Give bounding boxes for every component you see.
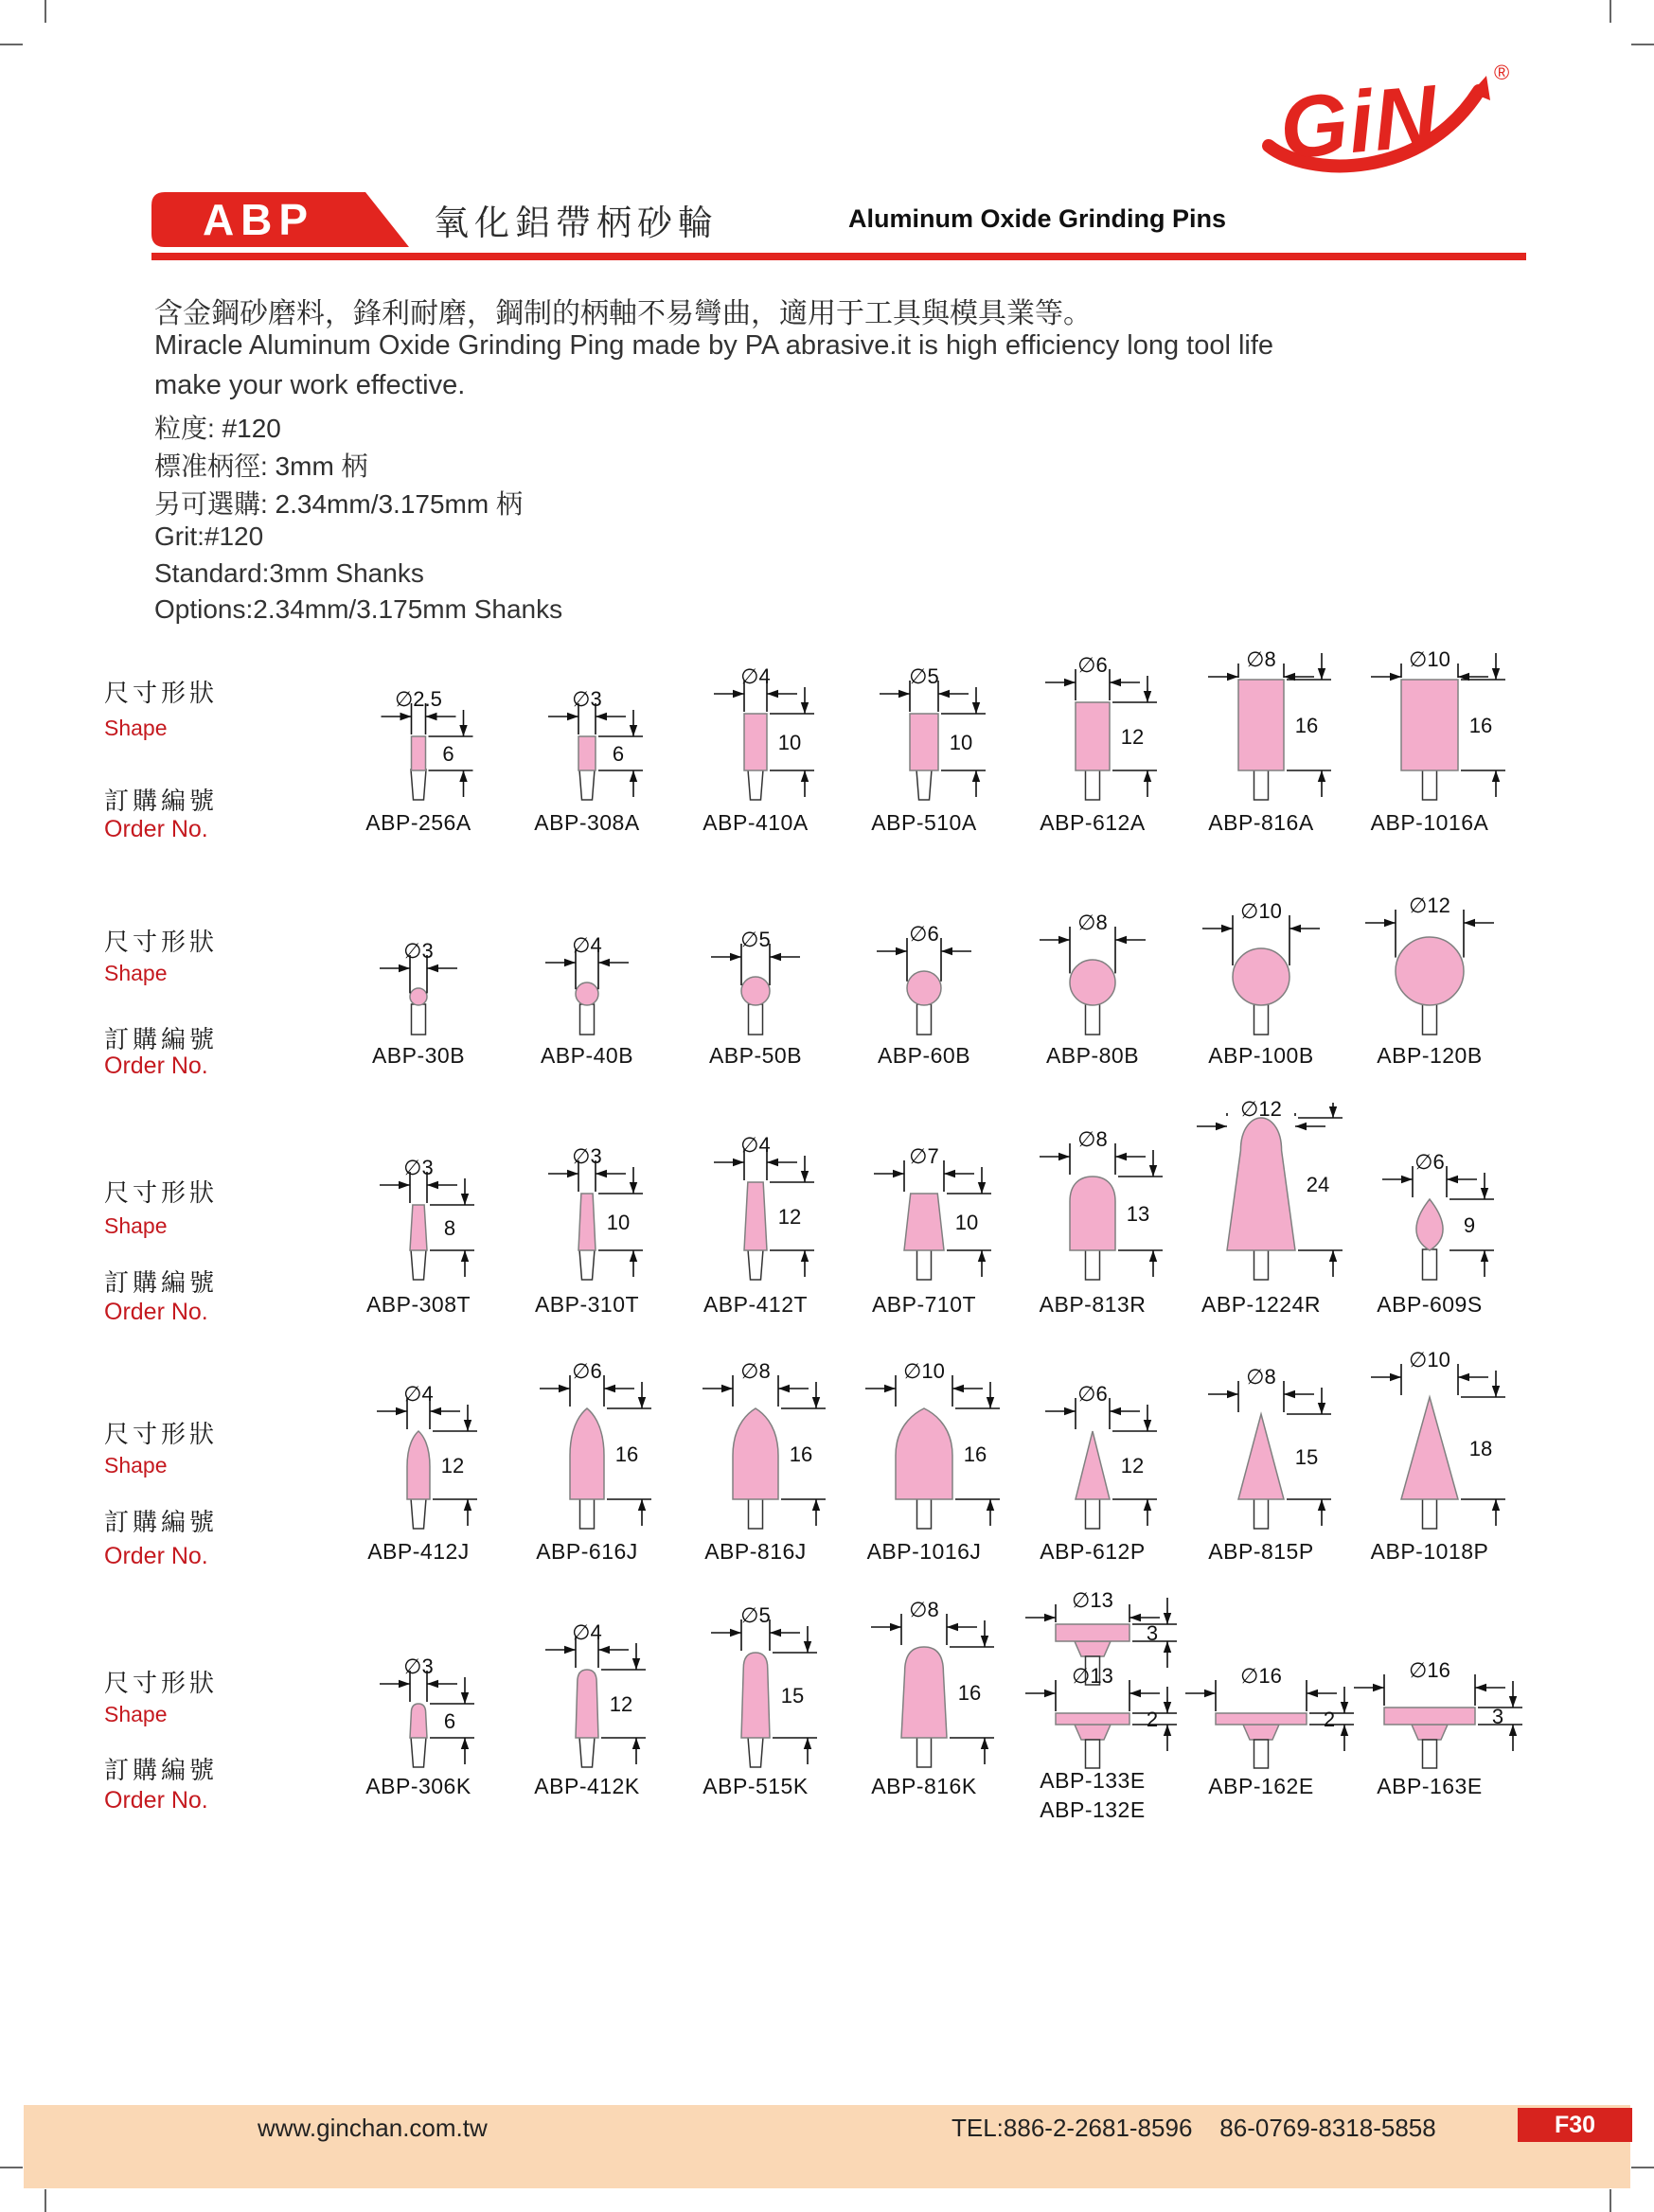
intro-line-en: Miracle Aluminum Oxide Grinding Ping made by PA abrasive.it is high efficiency long tool life: [154, 330, 1274, 361]
row-label-size-zh: 尺寸形狀: [104, 1669, 219, 1697]
svg-text:∅6: ∅6: [909, 922, 939, 946]
svg-text:12: 12: [1120, 725, 1145, 749]
row-label-size-en: Shape: [104, 1213, 168, 1238]
svg-text:∅8: ∅8: [909, 1598, 939, 1621]
order-no-label: ABP-612A: [1040, 810, 1146, 835]
spec-grit-zh: 粒度: #120: [154, 414, 281, 443]
row-label-size-zh: 尺寸形狀: [104, 679, 219, 707]
product-shape: [675, 651, 836, 806]
product-shape: [1349, 1592, 1510, 1774]
svg-text:∅12: ∅12: [1409, 894, 1450, 917]
order-no-label: ABP-510A: [871, 810, 977, 835]
svg-text:15: 15: [1294, 1445, 1319, 1469]
svg-text:∅16: ∅16: [1409, 1658, 1450, 1682]
svg-text:3: 3: [1146, 1621, 1159, 1645]
order-no-label: ABP-412J: [367, 1539, 470, 1564]
page-title-en: Aluminum Oxide Grinding Pins: [848, 204, 1227, 233]
svg-text:2: 2: [1146, 1708, 1159, 1731]
row-label-size-en: Shape: [104, 1702, 168, 1726]
order-no-label: ABP-310T: [534, 1292, 640, 1317]
product-shape: [675, 1352, 836, 1535]
svg-text:10: 10: [949, 731, 973, 754]
product-shape: [844, 1592, 1005, 1774]
order-no-label: ABP-256A: [365, 810, 471, 835]
svg-text:12: 12: [777, 1205, 802, 1229]
header-underline: [151, 253, 1526, 260]
product-shape: [1012, 1588, 1173, 1774]
svg-text:16: 16: [789, 1442, 813, 1466]
order-no-label: ABP-815P: [1208, 1539, 1314, 1564]
product-shape: [1181, 1097, 1342, 1286]
product-shape: [1012, 651, 1173, 806]
product-shape: [1349, 894, 1510, 1041]
intro-line-zh: 含金鋼砂磨料，鋒利耐磨，鋼制的柄軸不易彎曲，適用于工具與模具業等。: [154, 298, 1092, 329]
order-no-label: ABP-412T: [703, 1292, 809, 1317]
order-no-label: ABP-1224R: [1201, 1292, 1321, 1317]
svg-text:∅8: ∅8: [1246, 1365, 1276, 1389]
product-shape: [675, 1592, 836, 1774]
svg-text:∅2.5: ∅2.5: [395, 687, 442, 711]
order-no-label: ABP-50B: [708, 1043, 803, 1068]
svg-text:16: 16: [1294, 714, 1319, 737]
svg-text:∅4: ∅4: [572, 933, 602, 957]
svg-text:∅6: ∅6: [1414, 1150, 1445, 1174]
order-no-label: ABP-1018P: [1370, 1539, 1489, 1564]
product-shape: [844, 1101, 1005, 1286]
svg-text:12: 12: [609, 1692, 633, 1716]
order-no-label: ABP-308T: [365, 1292, 471, 1317]
row-label-size-en: Shape: [104, 716, 168, 740]
svg-text:18: 18: [1468, 1437, 1493, 1460]
svg-text:∅3: ∅3: [403, 939, 434, 963]
svg-text:12: 12: [1120, 1454, 1145, 1478]
svg-text:3: 3: [1491, 1705, 1504, 1728]
product-shape: [507, 1101, 667, 1286]
row-label-order-zh: 訂購編號: [104, 1268, 219, 1297]
product-shape: [675, 897, 836, 1041]
row-label-size-en: Shape: [104, 961, 168, 985]
svg-text:∅8: ∅8: [1077, 1127, 1108, 1151]
svg-text:12: 12: [440, 1454, 465, 1478]
spec-grit-en: Grit:#120: [154, 522, 264, 551]
crop-mark: [0, 44, 23, 45]
product-shape: [1349, 1348, 1510, 1535]
svg-text:24: 24: [1306, 1173, 1330, 1196]
row-label-order-en: Order No.: [104, 1053, 208, 1079]
svg-text:9: 9: [1463, 1213, 1476, 1237]
svg-text:∅7: ∅7: [909, 1144, 939, 1168]
svg-text:6: 6: [443, 1709, 456, 1733]
product-shape: [844, 897, 1005, 1041]
product-shape: [1012, 897, 1173, 1041]
svg-text:10: 10: [606, 1211, 631, 1234]
svg-text:∅8: ∅8: [1246, 647, 1276, 671]
row-label-size-zh: 尺寸形狀: [104, 1420, 219, 1448]
footer-telephone: TEL:886-2-2681-8596 86-0769-8318-5858: [951, 2114, 1436, 2142]
row-label-size-en: Shape: [104, 1453, 168, 1478]
product-shape: [1349, 1101, 1510, 1286]
svg-text:∅10: ∅10: [1240, 899, 1282, 923]
svg-text:∅3: ∅3: [572, 687, 602, 711]
order-no-label: ABP-412K: [534, 1774, 640, 1798]
order-no-label: ABP-410A: [703, 810, 809, 835]
svg-text:6: 6: [442, 742, 454, 766]
spec-shank-en: Standard:3mm Shanks: [154, 558, 424, 588]
crop-mark: [1610, 0, 1611, 23]
page-title-zh: 氧化鋁帶柄砂輪: [434, 204, 719, 242]
order-no-label: ABP-306K: [365, 1774, 471, 1798]
order-no-label: ABP-710T: [871, 1292, 977, 1317]
order-no-label: ABP-60B: [877, 1043, 971, 1068]
intro-line-en: make your work effective.: [154, 370, 466, 400]
svg-text:∅6: ∅6: [1077, 1382, 1108, 1406]
svg-text:∅8: ∅8: [1077, 911, 1108, 934]
svg-text:16: 16: [963, 1442, 987, 1466]
product-shape: [507, 1352, 667, 1535]
svg-text:∅3: ∅3: [403, 1156, 434, 1179]
order-no-label: ABP-515K: [703, 1774, 809, 1798]
product-shape: [1349, 647, 1510, 806]
svg-text:∅12: ∅12: [1240, 1097, 1282, 1121]
row-label-order-en: Order No.: [104, 1299, 208, 1325]
row-label-order-zh: 訂購編號: [104, 1508, 219, 1536]
svg-text:∅4: ∅4: [740, 1133, 771, 1157]
product-shape: [1181, 897, 1342, 1041]
product-shape: [675, 1101, 836, 1286]
order-no-label: ABP-816J: [704, 1539, 807, 1564]
crop-mark: [1631, 2167, 1654, 2168]
svg-text:15: 15: [780, 1684, 805, 1708]
product-shape: [338, 1592, 499, 1774]
page-number-badge: F30: [1518, 2108, 1632, 2142]
product-shape: [1012, 1101, 1173, 1286]
row-label-order-zh: 訂購編號: [104, 787, 219, 815]
order-no-label: ABP-100B: [1208, 1043, 1314, 1068]
order-no-label: ABP-609S: [1377, 1292, 1483, 1317]
row-label-order-zh: 訂購編號: [104, 1756, 219, 1784]
badge-label: ABP: [202, 195, 315, 244]
order-no-label: ABP-120B: [1377, 1043, 1483, 1068]
order-no-label: ABP-163E: [1377, 1774, 1483, 1798]
svg-text:∅10: ∅10: [903, 1359, 945, 1383]
product-shape: [844, 651, 1005, 806]
svg-text:∅5: ∅5: [740, 1603, 771, 1627]
svg-text:16: 16: [614, 1442, 639, 1466]
svg-text:10: 10: [954, 1211, 979, 1234]
footer-website: www.ginchan.com.tw: [258, 2114, 488, 2142]
svg-text:∅13: ∅13: [1072, 1588, 1113, 1612]
product-shape: [338, 897, 499, 1041]
svg-text:∅3: ∅3: [572, 1144, 602, 1168]
svg-text:∅4: ∅4: [740, 664, 771, 688]
product-shape: [507, 1592, 667, 1774]
product-shape: [507, 651, 667, 806]
svg-text:∅8: ∅8: [740, 1359, 771, 1383]
product-shape: [1181, 647, 1342, 806]
svg-text:2: 2: [1323, 1708, 1336, 1731]
order-no-label: ABP-612P: [1040, 1539, 1146, 1564]
gin-logo: [1252, 55, 1521, 187]
svg-text:∅4: ∅4: [572, 1620, 602, 1644]
product-shape: [338, 1101, 499, 1286]
svg-text:∅6: ∅6: [572, 1359, 602, 1383]
svg-text:∅16: ∅16: [1240, 1664, 1282, 1688]
svg-text:∅10: ∅10: [1409, 1348, 1450, 1371]
product-shape: [338, 651, 499, 806]
spec-option-en: Options:2.34mm/3.175mm Shanks: [154, 594, 563, 624]
order-no-label: ABP-816A: [1208, 810, 1314, 835]
abp-badge: [151, 192, 413, 247]
crop-mark: [1631, 44, 1654, 45]
order-no-label: ABP-40B: [540, 1043, 634, 1068]
row-label-size-zh: 尺寸形狀: [104, 1178, 219, 1207]
order-no-label: ABP-616J: [536, 1539, 638, 1564]
order-no-label: ABP-133E ABP-132E: [1040, 1768, 1146, 1822]
svg-text:13: 13: [1126, 1202, 1150, 1226]
order-no-label: ABP-80B: [1045, 1043, 1140, 1068]
product-shape: [338, 1352, 499, 1535]
crop-mark: [0, 2167, 23, 2168]
row-label-order-en: Order No.: [104, 816, 208, 842]
svg-text:16: 16: [1468, 714, 1493, 737]
product-shape: [1181, 1352, 1342, 1535]
product-shape: [1012, 1352, 1173, 1535]
row-label-size-zh: 尺寸形狀: [104, 928, 219, 956]
order-no-label: ABP-816K: [871, 1774, 977, 1798]
spec-shank-zh: 標准柄徑: 3mm 柄: [154, 451, 368, 481]
order-no-label: ABP-30B: [371, 1043, 466, 1068]
svg-text:∅4: ∅4: [403, 1382, 434, 1406]
svg-text:10: 10: [777, 731, 802, 754]
svg-text:∅5: ∅5: [909, 664, 939, 688]
row-label-order-en: Order No.: [104, 1787, 208, 1814]
registered-mark: ®: [1494, 61, 1510, 84]
svg-text:∅13: ∅13: [1072, 1664, 1113, 1688]
logo-text: GiN: [1275, 67, 1442, 178]
row-label-order-en: Order No.: [104, 1543, 208, 1569]
order-no-label: ABP-162E: [1208, 1774, 1314, 1798]
order-no-label: ABP-308A: [534, 810, 640, 835]
product-shape: [507, 897, 667, 1041]
crop-mark: [44, 2189, 46, 2212]
svg-text:∅10: ∅10: [1409, 647, 1450, 671]
svg-text:8: 8: [443, 1216, 456, 1240]
product-shape: [1181, 1592, 1342, 1774]
crop-mark: [44, 0, 46, 23]
svg-text:16: 16: [957, 1681, 982, 1705]
svg-text:6: 6: [612, 742, 625, 766]
order-no-label: ABP-1016A: [1370, 810, 1489, 835]
spec-option-zh: 另可選購: 2.34mm/3.175mm 柄: [154, 489, 523, 519]
crop-mark: [1610, 2189, 1611, 2212]
order-no-label: ABP-1016J: [866, 1539, 982, 1564]
svg-text:∅6: ∅6: [1077, 653, 1108, 677]
svg-text:∅5: ∅5: [740, 928, 771, 951]
product-shape: [844, 1352, 1005, 1535]
svg-text:∅3: ∅3: [403, 1655, 434, 1678]
order-no-label: ABP-813R: [1039, 1292, 1147, 1317]
row-label-order-zh: 訂購編號: [104, 1025, 219, 1053]
